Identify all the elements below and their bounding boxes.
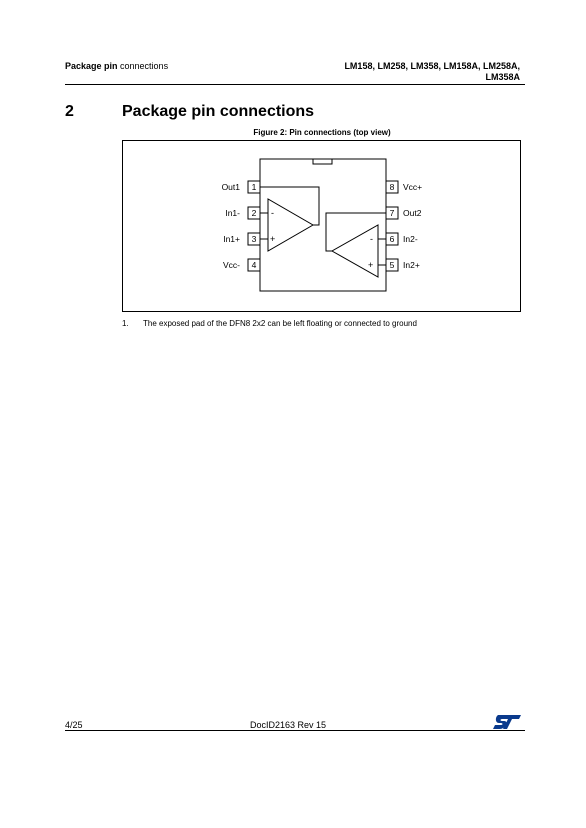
pin-number-6: 6 bbox=[389, 234, 395, 244]
pin-label-out2: Out2 bbox=[403, 208, 422, 218]
opamp1-plus-sign: + bbox=[270, 234, 276, 244]
footer-rule bbox=[65, 730, 525, 731]
pin-number-3: 3 bbox=[251, 234, 257, 244]
pin-diagram bbox=[123, 141, 522, 313]
header-parts-line2: LM358A bbox=[485, 72, 520, 82]
header-section-bold: Package pin bbox=[65, 61, 118, 71]
pin-number-7: 7 bbox=[389, 208, 395, 218]
running-header-parts bbox=[260, 61, 520, 83]
figure-note bbox=[122, 319, 417, 328]
header-rule bbox=[65, 84, 525, 85]
header-parts-line1: LM158, LM258, LM358, LM158A, LM258A, bbox=[344, 61, 520, 71]
pin-label-in2-plus: In2+ bbox=[403, 260, 420, 270]
pin-label-out1: Out1 bbox=[221, 182, 240, 192]
pin-number-2: 2 bbox=[251, 208, 257, 218]
section-number: 2 bbox=[65, 103, 74, 120]
opamp-1 bbox=[260, 187, 319, 251]
pin-label-vcc-plus: Vcc+ bbox=[403, 182, 423, 192]
note-number: 1. bbox=[122, 319, 129, 328]
package-notch bbox=[313, 159, 332, 164]
pin-label-in1-minus: In1- bbox=[225, 208, 240, 218]
opamp-2 bbox=[326, 213, 386, 277]
opamp2-plus-sign: + bbox=[368, 260, 374, 270]
header-section-rest: connections bbox=[117, 61, 169, 71]
pin-number-1: 1 bbox=[251, 182, 257, 192]
section-title: Package pin connections bbox=[122, 103, 315, 120]
footer-doc-id: DocID2163 Rev 15 bbox=[250, 720, 327, 730]
pin-diagram-figure bbox=[122, 140, 521, 312]
opamp1-minus-sign: - bbox=[271, 208, 274, 218]
pin-label-in2-minus: In2- bbox=[403, 234, 418, 244]
opamp2-minus-sign: - bbox=[370, 234, 373, 244]
pin-number-8: 8 bbox=[389, 182, 395, 192]
note-text: The exposed pad of the DFN8 2x2 can be left floating or connected to ground bbox=[143, 319, 417, 328]
pin-label-in1-plus: In1+ bbox=[223, 234, 240, 244]
st-logo-icon bbox=[492, 714, 522, 730]
pin-number-4: 4 bbox=[251, 260, 257, 270]
footer-page-number: 4/25 bbox=[65, 720, 83, 730]
running-header-section bbox=[65, 61, 168, 71]
pin-number-5: 5 bbox=[389, 260, 395, 270]
figure-caption: Figure 2: Pin connections (top view) bbox=[253, 128, 391, 137]
pin-label-vcc-minus: Vcc- bbox=[223, 260, 240, 270]
